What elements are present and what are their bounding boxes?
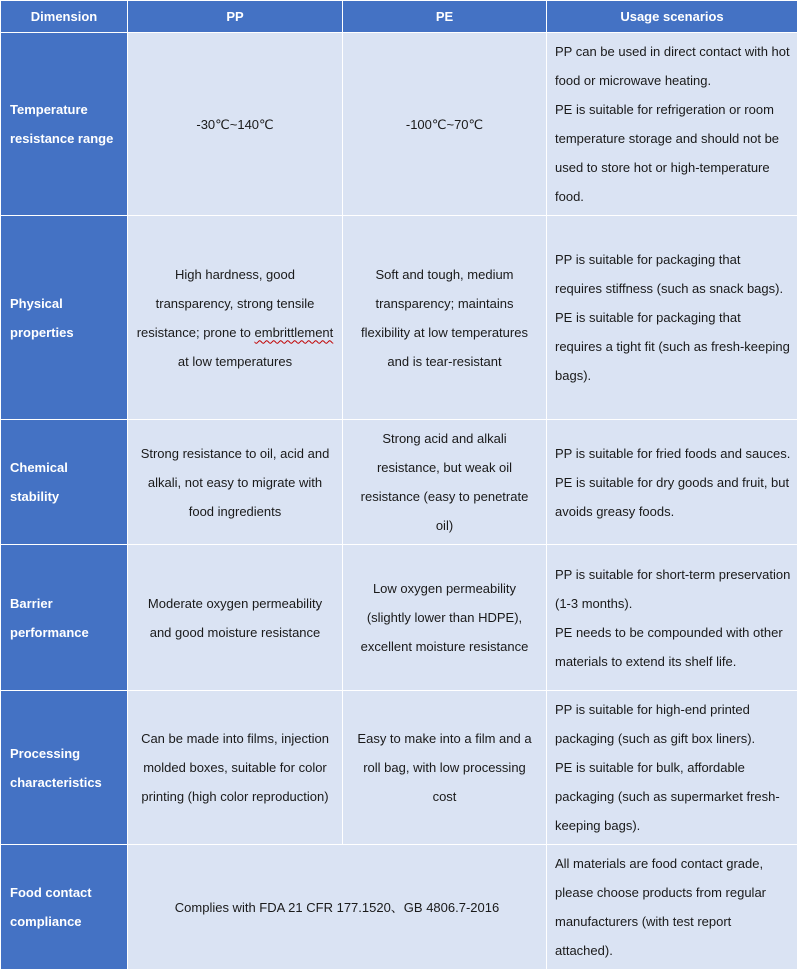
pe-cell: -100℃~70℃ (343, 33, 547, 216)
dimension-cell: Temperature resistance range (1, 33, 128, 216)
header-pp: PP (128, 1, 343, 33)
compliance-cell: Complies with FDA 21 CFR 177.1520、GB 4806.7-2016 (128, 845, 547, 970)
usage-line: All materials are food contact grade, please choose products from regular manufacturers (with test report attached). (555, 856, 767, 958)
pe-cell: Low oxygen permeability (slightly lower than HDPE), excellent moisture resistance (343, 545, 547, 691)
pe-cell: Easy to make into a film and a roll bag, with low processing cost (343, 691, 547, 845)
usage-line: PP is suitable for high-end printed packaging (such as gift box liners). PE is suitable for bulk, affordable packaging (such as supermarket fresh-keeping bags). (555, 702, 780, 833)
dimension-cell: Chemical stability (1, 420, 128, 545)
table-row (1, 545, 798, 691)
table-row (1, 420, 798, 545)
header-row (1, 1, 798, 33)
usage-cell (547, 33, 798, 216)
pe-cell: Strong acid and alkali resistance, but weak oil resistance (easy to penetrate oil) (343, 420, 547, 545)
dimension-cell: Physical properties (1, 216, 128, 420)
usage-cell (547, 691, 798, 845)
pp-text-end: at low temperatures (177, 353, 293, 369)
table-row (1, 845, 798, 970)
usage-line: PP is suitable for short-term preservation (1-3 months). PE needs to be compounded with other materials to extend its shelf life. (555, 566, 791, 669)
pp-text: High hardness, good transparency, strong tensile resistance; prone to (136, 266, 315, 340)
dimension-cell: Food contact compliance (1, 845, 128, 970)
pp-cell (128, 216, 343, 420)
table-row (1, 216, 798, 420)
header-usage: Usage scenarios (547, 1, 798, 33)
usage-cell (547, 545, 798, 691)
dimension-cell: Processing characteristics (1, 691, 128, 845)
pp-cell: -30℃~140℃ (128, 33, 343, 216)
usage-cell (547, 845, 798, 970)
pe-cell: Soft and tough, medium transparency; maintains flexibility at low temperatures and is tear-resistant (343, 216, 547, 420)
spellcheck-flagged-word: embrittlement (254, 324, 334, 340)
usage-cell (547, 216, 798, 420)
usage-line: PP is suitable for packaging that requires stiffness (such as snack bags). PE is suitable for packaging that requires a tight fit (such as fresh-keeping bags). (555, 252, 790, 383)
usage-line: PP is suitable for fried foods and sauces. PE is suitable for dry goods and fruit, but avoids greasy foods. (555, 445, 791, 519)
usage-cell (547, 420, 798, 545)
pp-cell: Moderate oxygen permeability and good moisture resistance (128, 545, 343, 691)
header-dimension: Dimension (1, 1, 128, 33)
pp-cell: Can be made into films, injection molded boxes, suitable for color printing (high color reproduction) (128, 691, 343, 845)
usage-line: PP can be used in direct contact with hot food or microwave heating. PE is suitable for refrigeration or room temperature storage and should not be used to store hot or high-temperature food. (555, 44, 790, 204)
header-pe: PE (343, 1, 547, 33)
dimension-cell: Barrier performance (1, 545, 128, 691)
pp-cell: Strong resistance to oil, acid and alkali, not easy to migrate with food ingredients (128, 420, 343, 545)
table-row (1, 33, 798, 216)
table-row (1, 691, 798, 845)
